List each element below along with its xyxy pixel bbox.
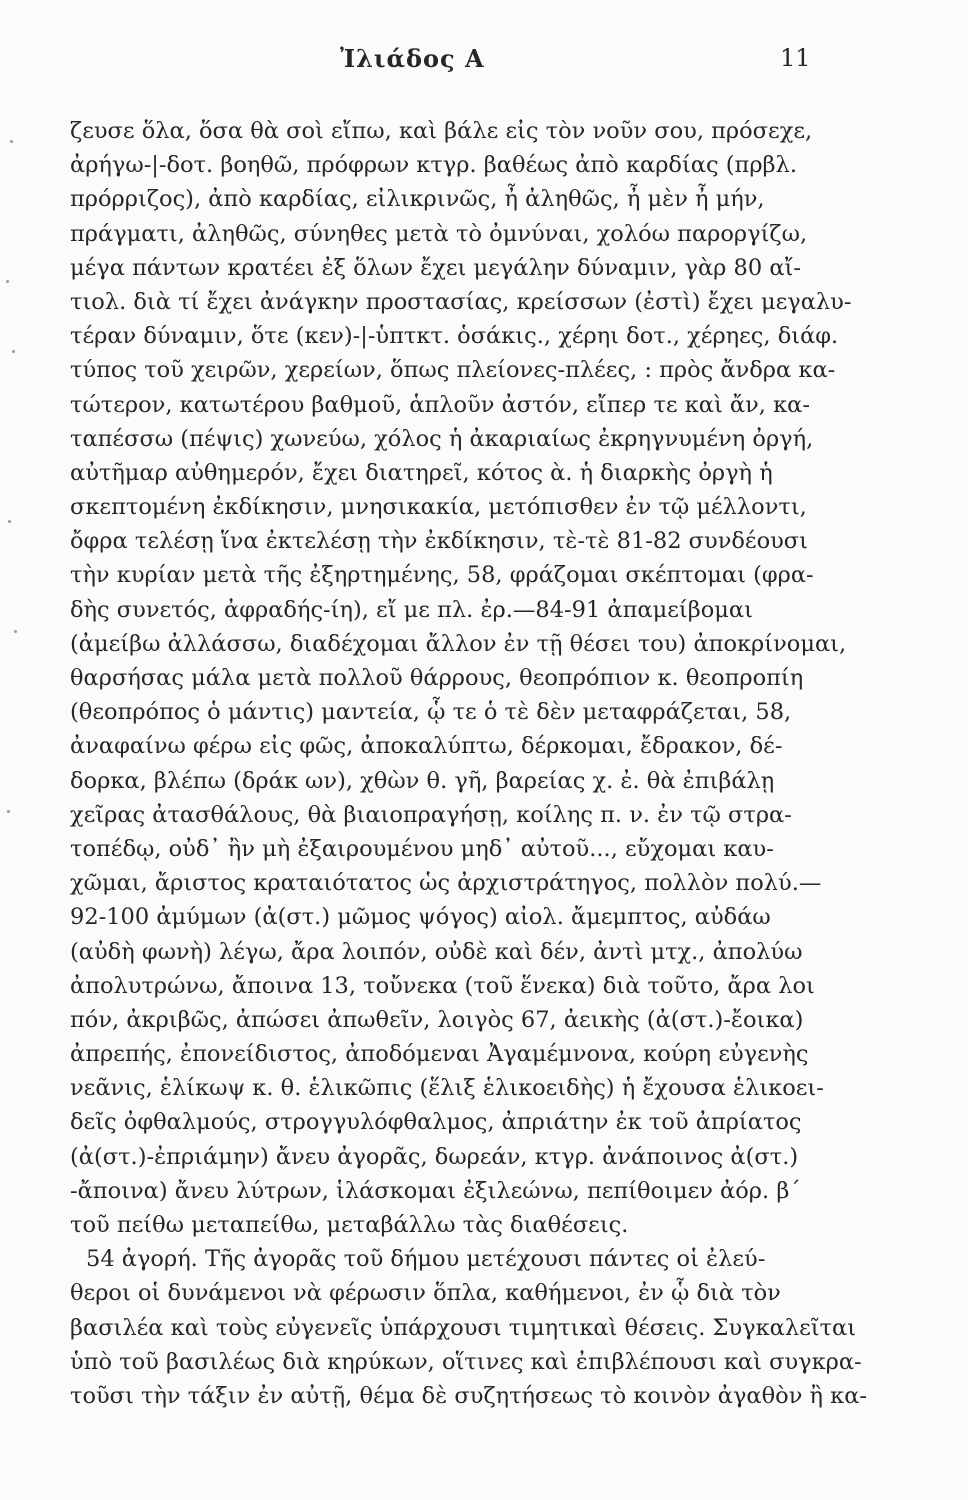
text-line: χῶμαι, ἄριστος κραταιότατος ὡς ἀρχιστράτηγος, πολλὸν πολύ.— bbox=[70, 870, 822, 897]
commentary-text bbox=[70, 114, 868, 1413]
text-line: (ἀ(στ.)-ἐπριάμην) ἄνευ ἀγορᾶς, δωρεάν, κτγρ. ἀνάποινος ἀ(στ.) bbox=[70, 1143, 799, 1170]
paragraph-notes bbox=[70, 114, 852, 1242]
text-line: ὑπὸ τοῦ βασιλέως διὰ κηρύκων, οἵτινες καὶ ἐπιβλέπουσι καὶ συγκρα- bbox=[70, 1348, 862, 1375]
text-line: αὐτῆμαρ αὐθημερόν, ἔχει διατηρεῖ, κότος ὰ. ἡ διαρκὴς ὀργὴ ἡ bbox=[70, 459, 773, 486]
text-line: μέγα πάντων κρατέει ἐξ ὅλων ἔχει μεγάλην δύναμιν, γὰρ 80 αἴ- bbox=[70, 254, 801, 281]
text-line: 54 ἀγορή. Τῆς ἀγορᾶς τοῦ δήμου μετέχουσι πάντες οἱ ἐλεύ- bbox=[86, 1246, 766, 1273]
text-line: τοῦσι τὴν τάξιν ἐν αὐτῇ, θέμα δὲ συζητήσεως τὸ κοινὸν ἀγαθὸν ἢ κα- bbox=[70, 1382, 868, 1409]
text-line: -ἄποινα) ἄνευ λύτρων, ἱλάσκομαι ἐξιλεώνω, πεπίθοιμεν ἀόρ. β΄ bbox=[70, 1177, 801, 1204]
text-line: δεῖς ὀφθαλμούς, στρογγυλόφθαλμος, ἀπριάτην ἐκ τοῦ ἀπρίατος bbox=[70, 1109, 802, 1136]
text-line: πόν, ἀκριβῶς, ἀπώσει ἀπωθεῖν, λοιγὸς 67, ἀεικὴς (ἀ(στ.)-ἔοικα) bbox=[70, 1006, 804, 1033]
text-line: τοπέδῳ, οὐδ᾽ ἢν μὴ ἐξαιρουμένου μηδ᾽ αὐτοῦ..., εὔχομαι καυ- bbox=[70, 835, 774, 862]
paragraph-agora bbox=[70, 1242, 868, 1413]
text-line: βασιλέα καὶ τοὺς εὐγενεῖς ὑπάρχουσι τιμητικαὶ θέσεις. Συγκαλεῖται bbox=[70, 1314, 857, 1341]
text-line: πράγματι, ἀληθῶς, σύνηθες μετὰ τὸ ὀμνύναι, χολόω παροργίζω, bbox=[70, 220, 808, 247]
text-line: τέραν δύναμιν, ὅτε (κεν)-|-ὑπτκτ. ὁσάκις., χέρηι δοτ., χέρηες, διάφ. bbox=[70, 323, 839, 350]
text-line: δορκα, βλέπω (δράκ ων), χθὼν θ. γῆ, βαρείας χ. ἐ. θὰ ἐπιβάλῃ bbox=[70, 767, 775, 794]
text-line: (αὐδὴ φωνὴ) λέγω, ἄρα λοιπόν, οὐδὲ καὶ δέν, ἀντὶ μτχ., ἀπολύω bbox=[70, 938, 803, 965]
text-line: νεᾶνις, ἑλίκωψ κ. θ. ἑλικῶπις (ἕλιξ ἑλικοειδὴς) ἡ ἔχουσα ἑλικοει- bbox=[70, 1075, 824, 1102]
text-line: δὴς συνετός, ἀφραδής-ίη), εἴ με πλ. ἐρ.—84-91 ἀπαμείβομαι bbox=[70, 596, 753, 623]
page-number: 11 bbox=[780, 44, 811, 72]
text-line: τώτερον, κατωτέρου βαθμοῦ, ἁπλοῦν ἀστόν, εἴπερ τε καὶ ἄν, κα- bbox=[70, 391, 810, 418]
text-line: ἀπολυτρώνω, ἄποινα 13, τοὔνεκα (τοῦ ἕνεκα) διὰ τοῦτο, ἄρα λοι bbox=[70, 972, 815, 999]
text-line: τὴν κυρίαν μετὰ τῆς ἐξηρτημένης, 58, φράζομαι σκέπτομαι (φρα- bbox=[70, 562, 814, 589]
text-line: (θεοπρόπος ὁ μάντις) μαντεία, ᾧ τε ὁ τὲ δὲν μεταφράζεται, 58, bbox=[70, 699, 792, 726]
text-line: τιολ. διὰ τί ἔχει ἀνάγκην προστασίας, κρείσσων (ἐστὶ) ἔχει μεγαλυ- bbox=[70, 288, 852, 315]
text-line: ὄφρα τελέσῃ ἵνα ἐκτελέσῃ τὴν ἐκδίκησιν, τὲ-τὲ 81-82 συνδέουσι bbox=[70, 528, 808, 555]
text-line: ἀρήγω-|-δοτ. βοηθῶ, πρόφρων κτγρ. βαθέως ἀπὸ καρδίας (πρβλ. bbox=[70, 152, 797, 179]
text-line: 92-100 ἀμύμων (ἀ(στ.) μῶμος ψόγος) αἰολ. ἄμεμπτος, αὐδάω bbox=[70, 904, 771, 931]
text-line: πρόρριζος), ἀπὸ καρδίας, εἰλικρινῶς, ἦ ἀληθῶς, ἦ μὲν ἦ μήν, bbox=[70, 186, 765, 213]
text-line: χεῖρας ἀτασθάλους, θὰ βιαιοπραγήσῃ, κοίλης π. ν. ἐν τῷ στρα- bbox=[70, 801, 792, 828]
text-line: (ἀμείβω ἀλλάσσω, διαδέχομαι ἄλλον ἐν τῇ θέσει του) ἀποκρίνομαι, bbox=[70, 630, 847, 657]
margin-specks bbox=[4, 110, 24, 1010]
text-line: ἀπρεπής, ἐπονείδιστος, ἀποδόμεναι Ἀγαμέμνονα, κούρη εὐγενὴς bbox=[70, 1041, 809, 1068]
text-line: σκεπτομένη ἐκδίκησιν, μνησικακία, μετόπισθεν ἐν τῷ μέλλοντι, bbox=[70, 494, 807, 521]
text-line: θεροι οἱ δυνάμενοι νὰ φέρωσιν ὅπλα, καθήμενοι, ἐν ᾧ διὰ τὸν bbox=[70, 1280, 781, 1307]
text-line: τοῦ πείθω μεταπείθω, μεταβάλλω τὰς διαθέσεις. bbox=[70, 1212, 629, 1238]
text-line: θαρσήσας μάλα μετὰ πολλοῦ θάρρους, θεοπρόπιον κ. θεοπροπίη bbox=[70, 665, 804, 691]
text-line: ταπέσσω (πέψις) χωνεύω, χόλος ἡ ἀκαριαίως ἐκρηγνυμένη ὀργή, bbox=[70, 425, 814, 452]
page-header bbox=[0, 44, 968, 80]
text-line: ζευσε ὅλα, ὅσα θὰ σοὶ εἴπω, καὶ βάλε εἰς τὸν νοῦν σου, πρόσεχε, bbox=[70, 118, 813, 144]
text-line: ἀναφαίνω φέρω εἰς φῶς, ἀποκαλύπτω, δέρκομαι, ἔδρακον, δέ- bbox=[70, 733, 783, 760]
text-line: τύπος τοῦ χειρῶν, χερείων, ὅπως πλείονες-πλέες, : πρὸς ἄνδρα κα- bbox=[70, 357, 836, 384]
running-title: Ἰλιάδος Α bbox=[340, 44, 485, 73]
